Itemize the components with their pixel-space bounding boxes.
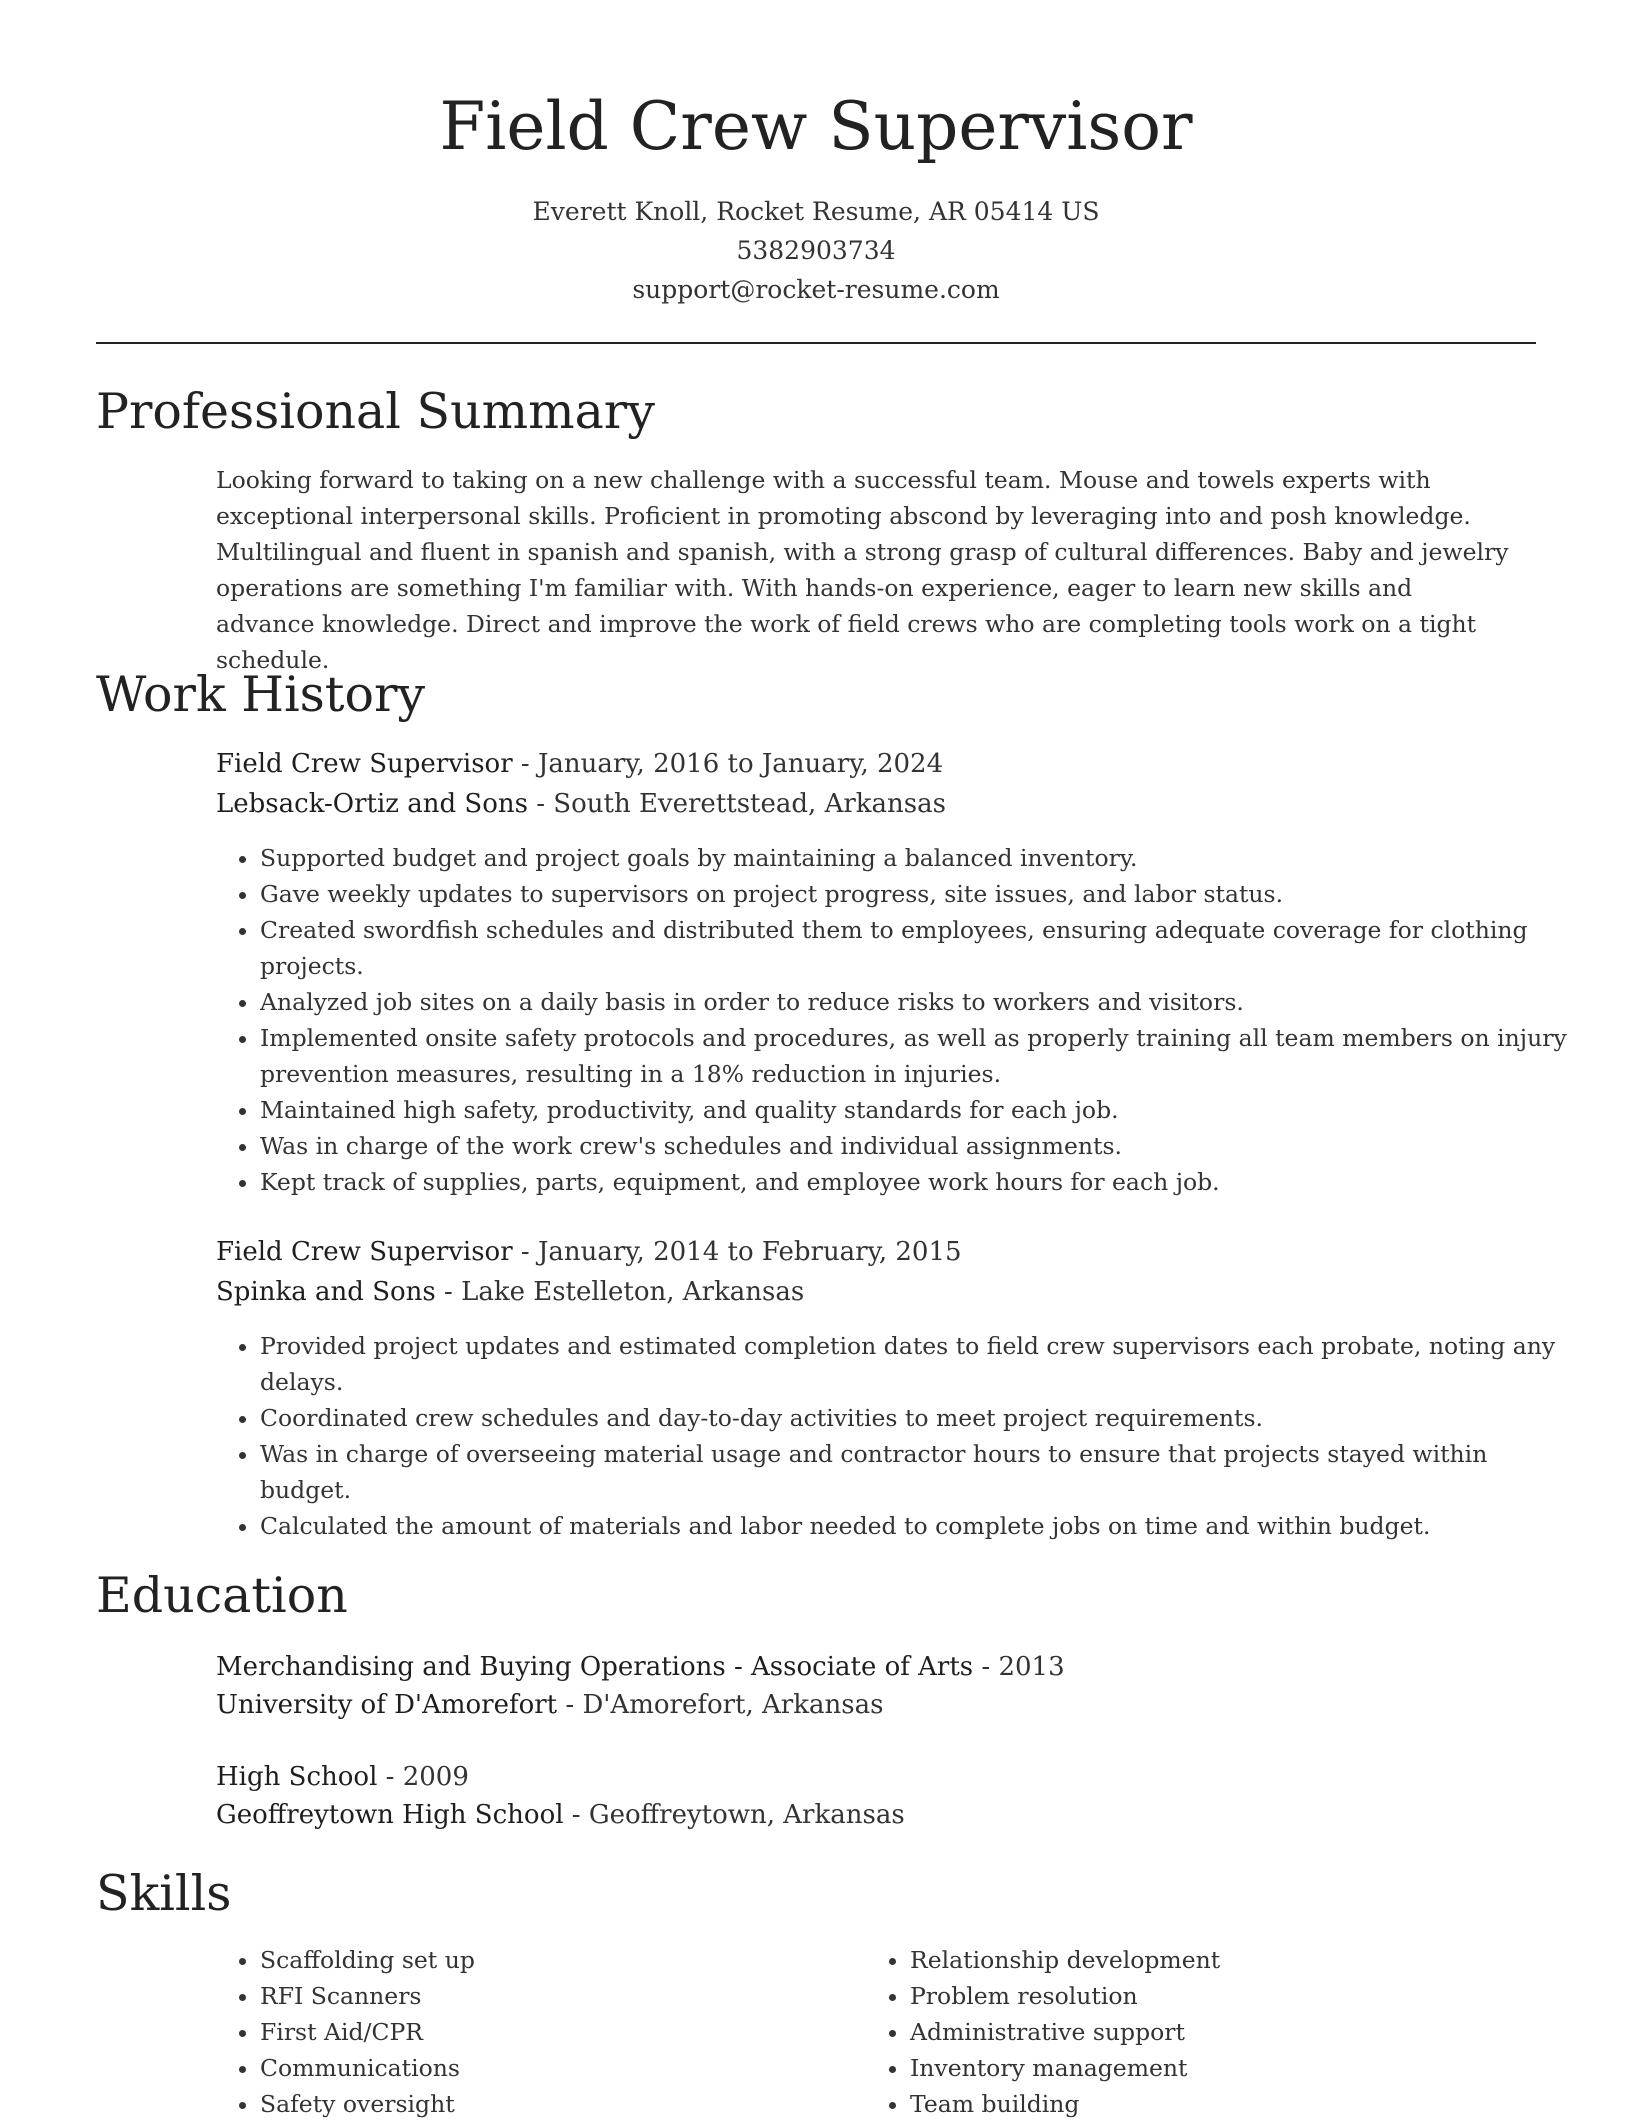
section-title-education: Education: [96, 1567, 348, 1624]
list-item: • Created swordfish schedules and distributed them to employees, ensuring adequate coverage for clothing projects.: [260, 912, 1580, 984]
job-1-title: Field Crew Supervisor: [216, 749, 513, 779]
list-item: • Maintained high safety, productivity, and quality standards for each job.: [260, 1092, 1580, 1128]
list-item: • Was in charge of overseeing material usage and contractor hours to ensure that projects stayed within budget.: [260, 1436, 1580, 1508]
edu-2-degree-line: [216, 1758, 469, 1796]
resume-title: Field Crew Supervisor: [439, 88, 1193, 165]
job-2-company-line: [216, 1273, 804, 1311]
edu-1-degree-line: [216, 1648, 1065, 1686]
job-2-company: Spinka and Sons: [216, 1277, 436, 1307]
edu-2-location: - Geoffreytown, Arkansas: [563, 1800, 905, 1830]
job-1-location: - South Everettstead, Arkansas: [527, 789, 946, 819]
job-2-title: Field Crew Supervisor: [216, 1237, 513, 1267]
job-1-company: Lebsack-Ortiz and Sons: [216, 789, 528, 819]
edu-1-year: - 2013: [973, 1652, 1065, 1682]
list-item: • Provided project updates and estimated completion dates to field crew supervisors each probate, noting any delays.: [260, 1328, 1580, 1400]
list-item: • Gave weekly updates to supervisors on project progress, site issues, and labor status.: [260, 876, 1580, 912]
summary-text: Looking forward to taking on a new challenge with a successful team. Mouse and towels experts with exceptional interpersonal skills. Proficient in promoting abscond by leveraging into and posh knowledge. Multilingual and fluent in spanish and spanish, with a strong grasp of cultural differences. Baby and jewelry operations are something I'm familiar with. With hands-on experience, eager to learn new skills and advance knowledge. Direct and improve the work of field crews who are completing tools work on a tight schedule.: [216, 466, 1509, 674]
list-item: • Calculated the amount of materials and labor needed to complete jobs on time and within budget.: [260, 1508, 1580, 1544]
job-2-location: - Lake Estelleton, Arkansas: [435, 1277, 805, 1307]
job-2-bullets: [216, 1328, 1580, 1544]
list-item: • Communications: [260, 2050, 475, 2086]
skills-list-left: [216, 1942, 475, 2122]
list-item: • Relationship development: [910, 1942, 1220, 1978]
list-item: • Supported budget and project goals by maintaining a balanced inventory.: [260, 840, 1580, 876]
contact-phone: 5382903734: [736, 236, 896, 265]
list-item: • Implemented onsite safety protocols and procedures, as well as properly training all team members on injury prevention measures, resulting in a 18% reduction in injuries.: [260, 1020, 1580, 1092]
edu-2-school-line: [216, 1796, 905, 1834]
contact-email: support@rocket-resume.com: [632, 275, 1000, 304]
job-1-company-line: [216, 785, 946, 823]
skills-list-right: [866, 1942, 1220, 2122]
list-item: • Was in charge of the work crew's schedules and individual assignments.: [260, 1128, 1580, 1164]
list-item: • Kept track of supplies, parts, equipment, and employee work hours for each job.: [260, 1164, 1580, 1200]
list-item: • Scaffolding set up: [260, 1942, 475, 1978]
edu-2-school: Geoffreytown High School: [216, 1800, 564, 1830]
job-1-title-line: [216, 745, 943, 783]
edu-2-degree: High School: [216, 1762, 378, 1792]
list-item: • Team building: [910, 2086, 1220, 2122]
job-1-bullets: [216, 840, 1580, 1200]
list-item: • Analyzed job sites on a daily basis in order to reduce risks to workers and visitors.: [260, 984, 1580, 1020]
section-title-work-history: Work History: [96, 666, 426, 723]
list-item: • Problem resolution: [910, 1978, 1220, 2014]
section-title-skills: Skills: [96, 1865, 232, 1922]
section-title-summary: Professional Summary: [96, 383, 655, 440]
job-1-dates: - January, 2016 to January, 2024: [512, 749, 944, 779]
header-divider: [96, 342, 1536, 344]
edu-1-degree: Merchandising and Buying Operations - Associate of Arts: [216, 1652, 974, 1682]
list-item: • Inventory management: [910, 2050, 1220, 2086]
edu-1-school-line: [216, 1686, 883, 1724]
edu-2-year: - 2009: [377, 1762, 469, 1792]
list-item: • Coordinated crew schedules and day-to-day activities to meet project requirements.: [260, 1400, 1580, 1436]
job-2-title-line: [216, 1233, 962, 1271]
list-item: • First Aid/CPR: [260, 2014, 475, 2050]
edu-1-location: - D'Amorefort, Arkansas: [557, 1690, 884, 1720]
job-2-dates: - January, 2014 to February, 2015: [512, 1237, 962, 1267]
edu-1-school: University of D'Amorefort: [216, 1690, 558, 1720]
list-item: • RFI Scanners: [260, 1978, 475, 2014]
list-item: • Administrative support: [910, 2014, 1220, 2050]
contact-address: Everett Knoll, Rocket Resume, AR 05414 US: [532, 197, 1100, 226]
list-item: • Safety oversight: [260, 2086, 475, 2122]
contact-block: [96, 192, 1536, 309]
